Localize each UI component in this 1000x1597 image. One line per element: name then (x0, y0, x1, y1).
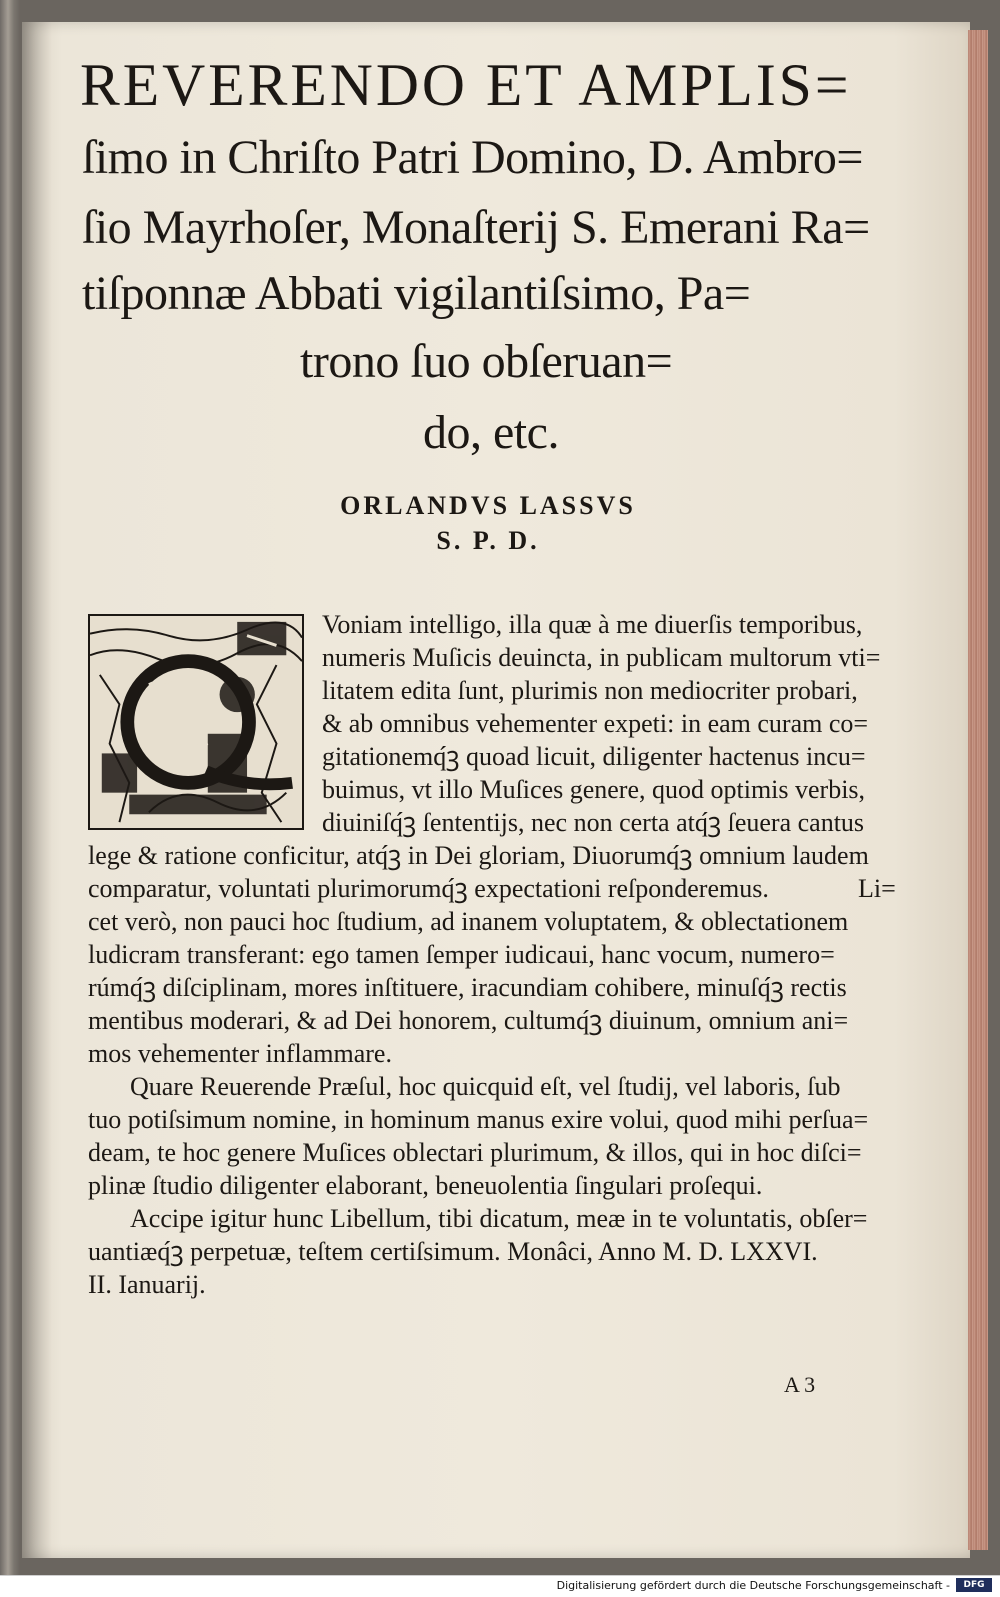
body-line: & ab omnibus vehementer expeti: in eam curam co= (322, 709, 869, 738)
title-line-1: REVERENDO ET AMPLIS= (80, 52, 852, 118)
body-line: numeris Muſicis deuincta, in publicam multorum vti= (322, 643, 881, 672)
body-line: lege & ratione conficitur, atq́ꝫ in Dei gloriam, Diuorumq́ꝫ omnium laudem (88, 841, 869, 870)
body-line: mentibus moderari, & ad Dei honorem, cultumq́ꝫ diuinum, omnium ani= (88, 1006, 849, 1035)
footer-credit: Digitalisierung gefördert durch die Deutsche Forschungsgemeinschaft - (556, 1579, 950, 1592)
body-line: deam, te hoc genere Muſices oblectari plurimum, & illos, qui in hoc diſci= (88, 1138, 862, 1167)
body-line: tuo potiſsimum nomine, in hominum manus exire volui, quod mihi perſua= (88, 1105, 869, 1134)
page-edges (968, 30, 988, 1550)
dfg-logo: DFG (956, 1578, 992, 1592)
author-name: ORLANDVS LASSVS (340, 491, 636, 520)
body-line: ludicram transferant: ego tamen ſemper iudicaui, hanc vocum, numero= (88, 940, 835, 969)
body-line: gitationemq́ꝫ quoad licuit, diligenter hactenus incu= (322, 742, 866, 771)
body-line-li: Li= (858, 874, 896, 903)
woodcut-initial-q-image (88, 614, 304, 830)
body-line: litatem edita ſunt, plurimis non mediocriter probari, (322, 676, 858, 705)
title-line-3: ſio Mayrhoſer, Monaſterij S. Emerani Ra= (82, 201, 870, 254)
body-line: II. Ianuarij. (88, 1270, 206, 1299)
title-line-6: do, etc. (423, 406, 559, 459)
title-line-5: trono ſuo obſeruan= (300, 335, 673, 388)
title-line-2: ſimo in Chriſto Patri Domino, D. Ambro= (82, 131, 863, 184)
body-line: plinæ ſtudio diligenter elaborant, beneuolentia ſingulari proſequi. (88, 1171, 763, 1200)
body-line: buimus, vt illo Muſices genere, quod optimis verbis, (322, 775, 866, 804)
gutter-shadow (22, 22, 52, 1558)
body-line: rúmq́ꝫ diſciplinam, mores inſtituere, iracundiam cohibere, minuſq́ꝫ rectis (88, 973, 847, 1002)
body-line: Quare Reuerende Præſul, hoc quicquid eſt, vel ſtudij, vel laboris, ſub (130, 1072, 841, 1101)
body-line: comparatur, voluntati plurimorumq́ꝫ expectationi reſponderemus. (88, 874, 769, 903)
body-line: cet verò, non pauci hoc ſtudium, ad inanem voluptatem, & oblectationem (88, 907, 849, 936)
body-line: Voniam intelligo, illa quæ à me diuerſis temporibus, (322, 610, 863, 639)
body-line: Accipe igitur hunc Libellum, tibi dicatum, meæ in te voluntatis, obſer= (130, 1204, 868, 1233)
woodcut-illustration-icon (90, 616, 302, 828)
body-line: mos vehementer inflammare. (88, 1039, 392, 1068)
body-line: uantiæq́ꝫ perpetuæ, teſtem certiſsimum. Monâci, Anno M. D. LXXVI. (88, 1237, 818, 1266)
title-line-4: tiſponnæ Abbati vigilantiſsimo, Pa= (82, 267, 751, 320)
signature-mark: A 3 (784, 1372, 816, 1397)
author-greeting: S. P. D. (436, 526, 540, 555)
body-line: diuiniſq́ꝫ ſententijs, nec non certa atq́ꝫ ſeuera cantus (322, 808, 865, 837)
